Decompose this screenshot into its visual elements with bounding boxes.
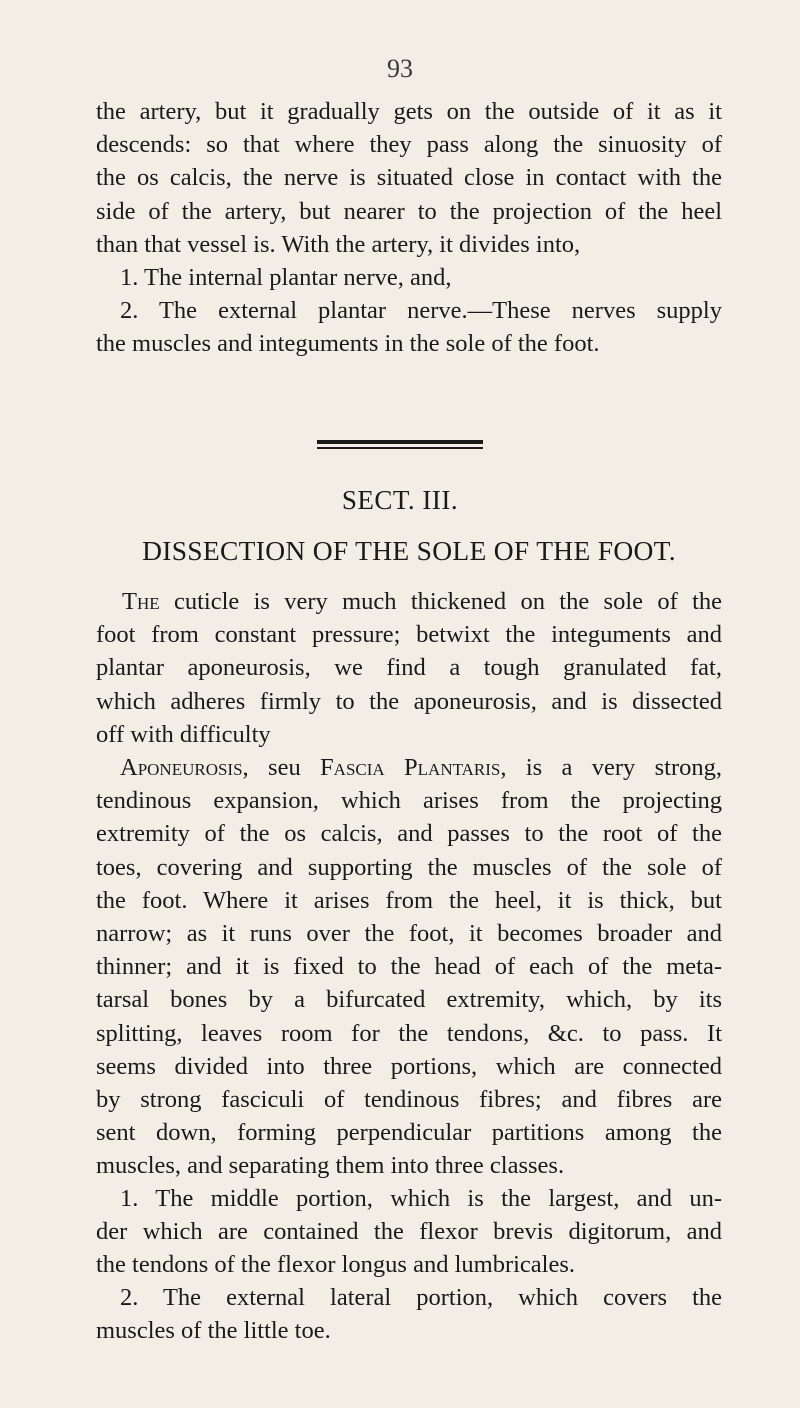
text-line: The cuticle is very much thickened on the sole of the xyxy=(122,588,722,615)
list-item-line: der which are contained the flexor brevis digitorum, and xyxy=(96,1218,722,1246)
text-line: narrow; as it runs over the foot, it becomes broader and xyxy=(96,919,722,947)
page-number: 93 xyxy=(387,54,413,83)
section-label: SECT. III. xyxy=(341,485,459,515)
text-line: muscles, and separating them into three classes. xyxy=(96,1152,565,1180)
section-divider-thin xyxy=(317,447,483,449)
paragraph-aponeurosis xyxy=(96,751,722,1182)
text-line: plantar aponeurosis, we find a tough granulated fat, xyxy=(96,654,722,682)
top-paragraph xyxy=(96,95,722,361)
term-aponeurosis: Aponeurosis, xyxy=(120,754,249,781)
list-external-portion xyxy=(96,1281,722,1347)
text-line: foot from constant pressure; betwixt the integuments and xyxy=(96,621,722,649)
text-line: Aponeurosis, seu Fascia Plantaris, is a very strong, xyxy=(120,754,723,781)
text-line: descends: so that where they pass along the sinuosity of xyxy=(96,131,722,159)
text-line: splitting, leaves room for the tendons, &c. to pass. It xyxy=(96,1019,722,1047)
text-line: which adheres firmly to the aponeurosis, and is dissected xyxy=(96,687,722,715)
list-item-line: the tendons of the flexor longus and lumbricales. xyxy=(96,1251,575,1279)
section-divider-thick xyxy=(317,440,483,444)
text-line: the os calcis, the nerve is situated close in contact with the xyxy=(96,164,722,192)
term-fascia-plantaris: Fascia Plantaris, xyxy=(320,754,507,781)
text-line: the foot. Where it arises from the heel, it is thick, but xyxy=(96,886,722,914)
paragraph-cuticle xyxy=(96,585,722,751)
text-line: extremity of the os calcis, and passes to the root of the xyxy=(96,820,722,848)
drop-word: The xyxy=(122,588,160,615)
text-line: seems divided into three portions, which are connected xyxy=(96,1052,722,1080)
text-line: the muscles and integuments in the sole of the foot. xyxy=(96,330,600,358)
list-item-line: 2. The external lateral portion, which covers the xyxy=(120,1284,722,1311)
list-item-line: 1. The middle portion, which is the largest, and un- xyxy=(120,1185,722,1212)
text-line: off with difficulty xyxy=(96,720,271,748)
text-line: tarsal bones by a bifurcated extremity, which, by its xyxy=(96,986,722,1014)
text-line: toes, covering and supporting the muscles of the sole of xyxy=(96,853,722,881)
list-item-internal-plantar: 1. The internal plantar nerve, and, xyxy=(120,263,452,291)
list-item-line: muscles of the little toe. xyxy=(96,1317,331,1345)
text-line: thinner; and it is fixed to the head of each of the meta- xyxy=(96,953,722,981)
list-item-external-plantar: 2. The external plantar nerve.—These nerves supply xyxy=(120,297,722,325)
text-line: tendinous expansion, which arises from the projecting xyxy=(96,787,722,815)
text-line: sent down, forming perpendicular partitions among the xyxy=(96,1119,722,1147)
list-middle-portion xyxy=(96,1182,722,1282)
text-line: the artery, but it gradually gets on the outside of it as it xyxy=(96,98,722,125)
text-line: than that vessel is. With the artery, it divides into, xyxy=(96,230,581,258)
section-heading: DISSECTION OF THE SOLE OF THE FOOT. xyxy=(142,535,676,566)
text-line: side of the artery, but nearer to the projection of the heel xyxy=(96,197,722,225)
text-line: by strong fasciculi of tendinous fibres; and fibres are xyxy=(96,1085,722,1113)
